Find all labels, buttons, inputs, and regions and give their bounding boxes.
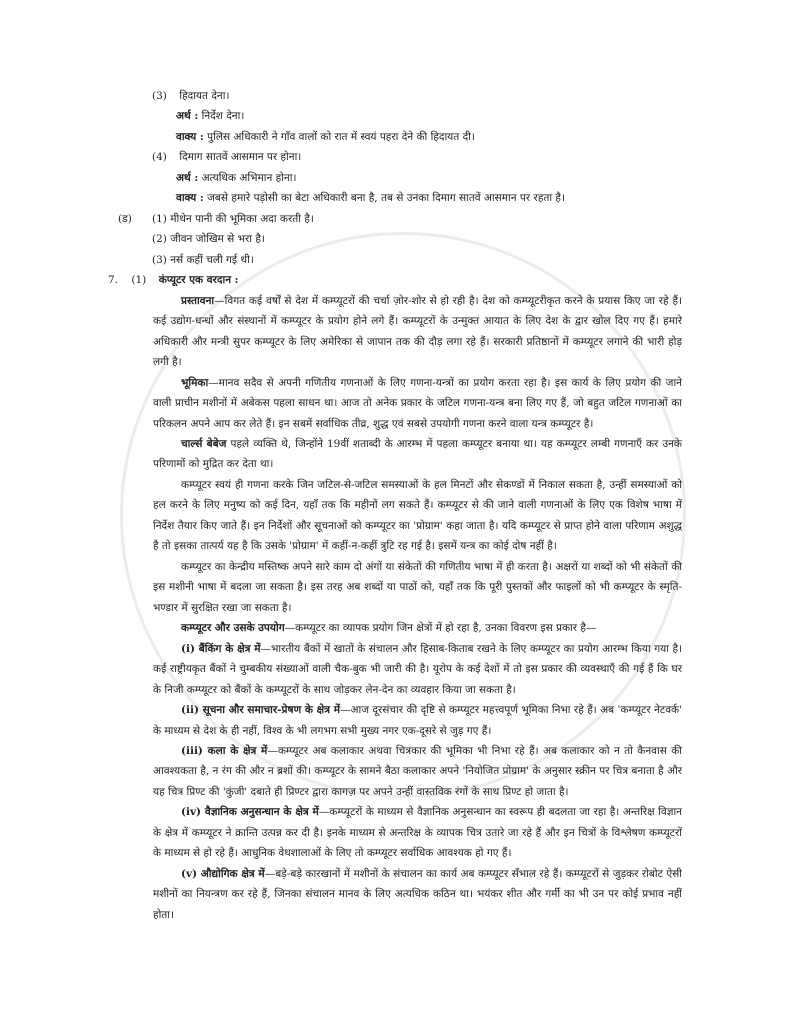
- section-d-label: (ड): [118, 212, 132, 225]
- paragraph-lead: (iv) वैज्ञानिक अनुसन्धान के क्षेत्र में: [181, 806, 319, 819]
- idiom-4: [0, 147, 800, 167]
- question-number: 7.: [108, 274, 119, 287]
- question-sub-number: (1): [131, 274, 147, 287]
- paragraph-text: —कम्प्यूटरों के माध्यम से वैज्ञानिक अनुसन्धान का स्वरूप ही बदलता जा रहा है। अन्तरिक्ष विज्ञान के क्षेत्र में कम्प्यूटर ने क्रान्ति उत्पन्न कर दी है। इनके माध्यम से अन्तरिक्ष के व्यापक चित्र उतारे जा रहे हैं और इन चित्रों के विश्लेषण कम्प्यूटरों के माध्यम से हो रहे हैं। आधुनिक वेधशालाओं के लिए तो कम्प्यूटर सर्वाधिक आवश्यक हो गए हैं।: [153, 806, 682, 860]
- paragraph-lead: (i) बैंकिंग के क्षेत्र में: [181, 642, 261, 655]
- essay-paragraph: [0, 864, 800, 925]
- idiom-4-sentence: [0, 188, 800, 208]
- paragraph-lead: (ii) सूचना और समाचार-प्रेषण के क्षेत्र में: [181, 704, 340, 717]
- sentence-label: वाक्य :: [176, 192, 204, 205]
- paragraph-text: —कम्प्यूटर का व्यापक प्रयोग जिन क्षेत्रों में हो रहा है, उनका विवरण इस प्रकार है—: [284, 622, 597, 635]
- section-d-text-1: (1) मीथेन पानी की भूमिका अदा करती है।: [152, 212, 314, 225]
- essay-paragraph: [0, 618, 800, 638]
- paragraph-lead: भूमिका: [181, 376, 209, 389]
- paragraph-text: —आज दूरसंचार की दृष्टि से कम्प्यूटर महत्त्वपूर्ण भूमिका निभा रहे हैं। अब 'कम्प्यूटर नेटवर्क' के माध्यम से देश के ही नहीं, विश्व के भी लगभग सभी मुख्य नगर एक-दूसरे से जुड़ गए हैं।: [153, 704, 682, 737]
- paragraph-text: पहले व्यक्ति थे, जिन्होंने 19वीं शताब्दी के आरम्भ में पहला कम्प्यूटर बनाया था। यह कम्प्यूटर लम्बी गणनाएँ कर उनके परिणामों को मुद्रित कर देता था।: [153, 437, 682, 471]
- sentence-label: वाक्य :: [176, 130, 204, 143]
- paragraph-lead: कम्प्यूटर और उसके उपयोग: [181, 622, 285, 635]
- idiom-4-text: दिमाग सातवें आसमान पर होना।: [179, 151, 302, 164]
- idiom-3-meaning: [0, 106, 800, 126]
- essay-paragraph: [0, 639, 800, 700]
- sentence-text: जबसे हमारे पड़ोसी का बेटा अधिकारी बना है, तब से उनका दिमाग सातवें आसमान पर रहता है।: [207, 192, 565, 205]
- essay-paragraph: [0, 802, 800, 863]
- paragraph-text: कम्प्यूटर का केन्द्रीय मस्तिष्क अपने सारे काम दो अंगों या संकेतों की गणितीय भाषा में ही करता है। अक्षरों या शब्दों को भी संकेतों की इस मशीनी भाषा में बदला जा सकता है। इस तरह अब शब्दों या पाठों को, यहाँ तक कि पूरी पुस्तकों और फाइलों को भी कम्प्यूटर के स्मृति-भण्डार में सुरक्षित रखा जा सकता है।: [153, 560, 682, 614]
- essay-paragraph: [0, 373, 800, 434]
- meaning-label: अर्थ :: [176, 171, 199, 184]
- document-page: [0, 86, 800, 925]
- essay-paragraph: [0, 475, 800, 557]
- paragraph-text: —विगत कई वर्षों से देश में कम्प्यूटरों की चर्चा ज़ोर-शोर से हो रही है। देश को कम्प्यूटरीकृत करने के प्रयास किए जा रहे हैं। कई उद्योग-धन्धों और संस्थानों में कम्प्यूटर के प्रयोग होने लगे हैं। कम्प्यूटरों के उन्मुक्त आयात के लिए देश के द्वार खोल दिए गए हैं। हमारे अधिकारी और मन्त्री सुपर कम्प्यूटर के लिए अमेरिका से जापान तक की दौड़ लगा रहे हैं। सरकारी प्रतिष्ठानों में कम्प्यूटर लगाने की भारी होड़ लगी है।: [153, 294, 682, 369]
- idiom-4-meaning: [0, 168, 800, 188]
- meaning-text: अत्यधिक अभिमान होना।: [201, 171, 297, 184]
- paragraph-lead: (v) औद्योगिक क्षेत्र में: [181, 867, 265, 880]
- paragraph-text: —बड़े-बड़े कारखानों में मशीनों के संचालन का कार्य अब कम्प्यूटर सँभाल रहे हैं। कम्प्यूटरों से जुड़कर रोबोट ऐसी मशीनों का नियन्त्रण कर रहे हैं, जिनका संचालन मानव के लिए अत्यधिक कठिन था। भयंकर शीत और गर्मी का भी उन पर कोई प्रभाव नहीं होता।: [153, 867, 682, 921]
- paragraph-lead: (iii) कला के क्षेत्र में: [181, 745, 268, 757]
- idiom-4-number: (4): [152, 151, 167, 164]
- section-d-item-3: (3) नर्स कहीं चली गई थी।: [152, 253, 254, 266]
- essay-paragraph: [0, 434, 800, 475]
- paragraph-text: —कम्प्यूटर अब कलाकार अथवा चित्रकार की भूमिका भी निभा रहे हैं। अब कलाकार को न तो कैनवास की आवश्यकता है, न रंग की और न ब्रशों की। कम्प्यूटर के सामने बैठा कलाकार अपने 'नियोजित प्रोग्राम' के अनुसार स्क्रीन पर चित्र बनाता है और यह चित्र प्रिण्ट की 'कुंजी' दबाते ही प्रिण्टर द्वारा कागज़ पर अपने उन्हीं वास्तविक रंगों के साथ प्रिण्ट हो जाता है।: [153, 745, 682, 798]
- paragraph-text: —भारतीय बैंकों में खातों के संचालन और हिसाब-किताब रखने के लिए कम्प्यूटर का प्रयोग आरम्भ किया गया है। कई राष्ट्रीयकृत बैंकों ने चुम्बकीय संख्याओं वाली चैक-बुक भी जारी की है। यूरोप के कई देशों में तो इस प्रकार की व्यवस्थाएँ की गई हैं कि घर के निजी कम्प्यूटर को बैंकों के कम्प्यूटरों के साथ जोड़कर लेन-देन का व्यवहार किया जा सकता है।: [153, 642, 682, 696]
- question-7-heading: [0, 270, 800, 290]
- idiom-3-text: हिदायत देना।: [179, 90, 230, 102]
- essay-paragraph: [0, 557, 800, 618]
- idiom-3: [0, 86, 800, 106]
- section-d-item-2: (2) जीवन जोखिम से भरा है।: [152, 233, 265, 246]
- meaning-text: निर्देश देना।: [201, 110, 245, 123]
- meaning-label: अर्थ :: [176, 110, 199, 123]
- essay-paragraph: [0, 741, 800, 802]
- essay-title: कंप्यूटर एक वरदान :: [158, 274, 239, 287]
- paragraph-text: —मानव सदैव से अपनी गणितीय गणनाओं के लिए गणना-यन्त्रों का प्रयोग करता रहा है। इस कार्य के लिए प्रयोग की जाने वाली प्राचीन मशीनों में अबेकस पहला साधन था। आज तो अनेक प्रकार के जटिल गणना-यन्त्र बना लिए गए हैं, जो बहुत जटिल गणनाओं का परिकलन अपने आप कर लेते हैं। इन सबमें सर्वाधिक तीव्र, शुद्ध एवं सबसे उपयोगी गणना करने वाला यन्त्र कम्प्यूटर है।: [153, 376, 682, 430]
- paragraph-text: कम्प्यूटर स्वयं ही गणना करके जिन जटिल-से-जटिल समस्याओं के हल मिनटों और सेकण्डों में निकाल सकता है, उन्हीं समस्याओं को हल करने के लिए मनुष्य को कई दिन, यहाँ तक कि महीनों लग सकते हैं। कम्प्यूटर से की जाने वाली गणनाओं के लिए एक विशेष भाषा में निर्देश तैयार किए जाते हैं। इन निर्देशों और सूचनाओं को कम्प्यूटर का 'प्रोग्राम' कहा जाता है। यदि कम्प्यूटर से प्राप्त होने वाला परिणाम अशुद्ध है तो इसका तात्पर्य यह है कि उसके 'प्रोग्राम' में कहीं-न-कहीं त्रुटि रह गई है। इसमें यन्त्र का कोई दोष नहीं है।: [153, 478, 682, 553]
- essay-paragraph: [0, 291, 800, 373]
- section-d-item-1: [0, 209, 800, 229]
- idiom-3-sentence: [0, 127, 800, 147]
- essay-paragraph: [0, 700, 800, 741]
- paragraph-lead: चार्ल्स बेबेज: [181, 437, 227, 450]
- sentence-text: पुलिस अधिकारी ने गाँव वालों को रात में स्वयं पहरा देने की हिदायत दी।: [207, 130, 475, 143]
- idiom-3-number: (3): [152, 90, 167, 102]
- paragraph-lead: प्रस्तावना: [181, 294, 215, 307]
